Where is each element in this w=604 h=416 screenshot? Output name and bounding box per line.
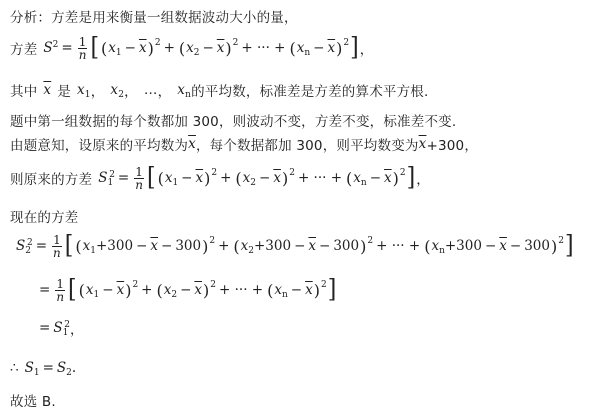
conclusion-line: ∴ $S_1$ = $S_2$ . bbox=[10, 360, 77, 378]
simplified-formula: = $\frac{1}{n}$ [ ( $x_1$ − $\overline{x}$ ) $^2$ + ( $x_2$ − $\overline{x}$ ) $^2$ + ··· + ( $x_n$ − $\overline{x}$ ) $^2$ ] bbox=[39, 275, 337, 304]
original-variance-formula: 则原来的方差 $S_1^2$ = $\frac{1}{n}$ [ ( $x_1$ − $\overline{x}$ ) $^2$ + ( $x_2$ − $\overline{x}$ ) $^2$ + ··· + ( $x_n$ − $\overline{x}$ ) $^2$ ] ， bbox=[10, 163, 430, 192]
fraction-1-over-n: $\frac{1}{n}$ bbox=[78, 34, 87, 62]
statement-line: 题中第一组数据的每个数都加 300，则波动不变，方差不变，标准差不变. bbox=[10, 114, 457, 130]
analysis-label: 分析： bbox=[10, 10, 52, 26]
analysis-text: 方差是用来衡量一组数据波动大小的量， bbox=[51, 10, 298, 26]
answer-line: 故选 B. bbox=[10, 394, 56, 410]
formula-intro: 方差 bbox=[10, 42, 38, 58]
analysis-line bbox=[10, 6, 594, 26]
current-variance-formula: $S_2^2$ = $\frac{1}{n}$ [ ( $x_1$ +300 − $\overline{x}$ − 300 ) $^2$ + ( $x_2$ +300 − $\overline{x}$ − 300 ) $^2$ + ··· + ( $x_n$ +300 − $\overline{x}$ − 300 ) $^2$ ] bbox=[16, 231, 574, 260]
mean-line: 由题意知，设原来的平均数为 $\overline{x}$ ，每个数据都加 300，则平均数变为 $\overline{x}$ +300， bbox=[10, 136, 479, 154]
current-variance-heading: 现在的方差 bbox=[10, 210, 79, 226]
result-S1-squared: = $S_1^2$ ， bbox=[39, 320, 84, 338]
variance-formula: 方差 $S^2$ = $\frac{1}{n}$ [ ( $x_1$ − $\overline{x}$ ) $^2$ + ( $x_2$ − $\overline{x}$ ) $^2$ + ··· + ( $x_n$ − $\overline{x}$ ) $^2$ ] ， bbox=[10, 33, 374, 62]
definition-line: 其中 $\overline{x}$ 是 $x_1$ ， $x_2$ ， … ， $x_n$ 的平均数，标准差是方差的算术平方根. bbox=[10, 82, 429, 100]
S-symbol: $S^2$ bbox=[43, 40, 59, 56]
